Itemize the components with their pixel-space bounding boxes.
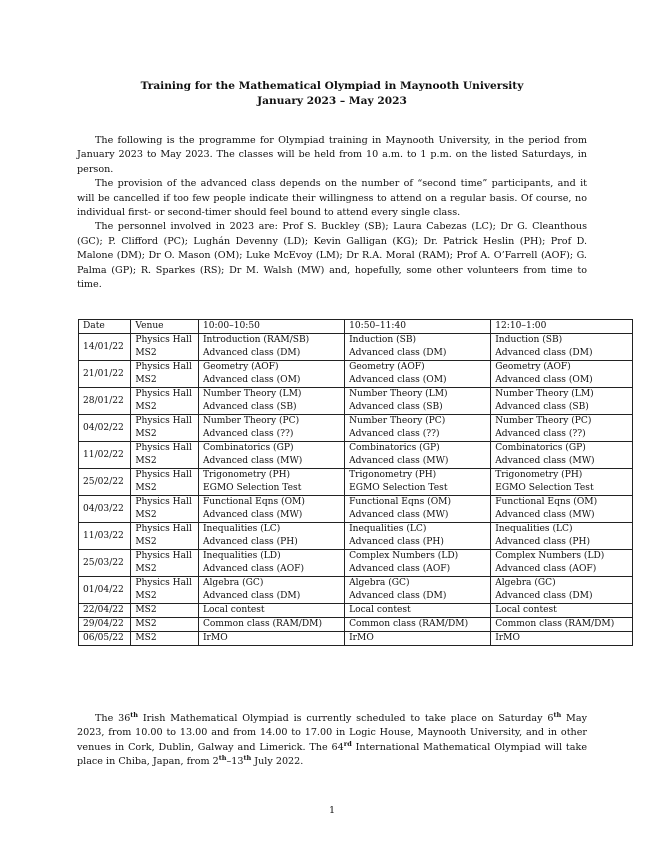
venue-cell: Physics Hall: [131, 415, 199, 429]
document-title: Training for the Mathematical Olympiad in Maynooth University: [140, 80, 524, 92]
session-cell: Advanced class (SB): [198, 401, 344, 415]
session-cell: Advanced class (DM): [491, 590, 633, 604]
venue-cell: MS2: [131, 509, 199, 523]
session-cell: Geometry (AOF): [345, 361, 491, 375]
session-cell: Advanced class (SB): [345, 401, 491, 415]
session-cell: Combinatorics (GP): [345, 442, 491, 456]
session-cell: Functional Eqns (OM): [491, 496, 633, 510]
date-cell: 29/04/22: [79, 618, 131, 632]
date-cell: 04/03/22: [79, 496, 131, 523]
session-cell: Advanced class (MW): [198, 455, 344, 469]
session-cell: Induction (SB): [345, 334, 491, 348]
header-slot-2: 10:50–11:40: [345, 320, 491, 334]
ordinal-suffix: th: [218, 754, 227, 763]
session-cell: Number Theory (LM): [345, 388, 491, 402]
session-cell: Advanced class (??): [491, 428, 633, 442]
date-cell: 25/03/22: [79, 550, 131, 577]
table-row: [79, 604, 633, 618]
session-cell: Advanced class (??): [198, 428, 344, 442]
table-row: [79, 536, 633, 550]
intro-paragraph: The following is the programme for Olympiad training in Maynooth University, in the period from January 2023 to May 2023. The classes will be held from 10 a.m. to 1 p.m. on the listed Saturdays, in person.: [77, 135, 587, 175]
session-cell: Local contest: [345, 604, 491, 618]
venue-cell: Physics Hall: [131, 361, 199, 375]
venue-cell: MS2: [131, 563, 199, 577]
session-cell: Combinatorics (GP): [491, 442, 633, 456]
session-cell: Algebra (GC): [198, 577, 344, 591]
table-row: [79, 563, 633, 577]
session-cell: Functional Eqns (OM): [345, 496, 491, 510]
ordinal-suffix: rd: [343, 739, 352, 748]
venue-cell: MS2: [131, 482, 199, 496]
session-cell: Complex Numbers (LD): [345, 550, 491, 564]
header-slot-3: 12:10–1:00: [491, 320, 633, 334]
date-cell: 22/04/22: [79, 604, 131, 618]
session-cell: Inequalities (LC): [491, 523, 633, 537]
closing-text: International Mathematical Olympiad will take place in Chiba, Japan, from 2: [77, 741, 587, 768]
intro-paragraph: The personnel involved in 2023 are: Prof S. Buckley (SB); Laura Cabezas (LC); Dr G. Cleanthous (GC); P. Clifford (PC); Lughán Devenny (LD); Kevin Galligan (KG); Dr. Patrick Heslin (PH); Prof D. Malone (DM); Dr O. Mason (OM); Luke McEvoy (LM); Dr R.A. Moral (RAM); Prof A. O’Farrell (AOF); G. Palma (GP); R. Sparkes (RS); Dr M. Walsh (MW) and, hopefully, some other volunteers from time to time.: [77, 221, 587, 291]
session-cell: Common class (RAM/DM): [198, 618, 344, 632]
date-cell: 14/01/22: [79, 334, 131, 361]
session-cell: Advanced class (MW): [491, 509, 633, 523]
date-cell: 25/02/22: [79, 469, 131, 496]
table-row: [79, 577, 633, 591]
session-cell: Geometry (AOF): [198, 361, 344, 375]
session-cell: Trigonometry (PH): [491, 469, 633, 483]
table-row: [79, 334, 633, 348]
venue-cell: Physics Hall: [131, 334, 199, 348]
session-cell: Number Theory (PC): [198, 415, 344, 429]
session-cell: Local contest: [198, 604, 344, 618]
table-row: [79, 401, 633, 415]
table-row: [79, 361, 633, 375]
page-number: 1: [328, 805, 336, 816]
venue-cell: MS2: [131, 590, 199, 604]
session-cell: Number Theory (PC): [345, 415, 491, 429]
session-cell: Advanced class (PH): [491, 536, 633, 550]
ordinal-suffix: th: [130, 710, 139, 719]
date-cell: 11/03/22: [79, 523, 131, 550]
venue-cell: MS2: [131, 632, 199, 646]
session-cell: Number Theory (PC): [491, 415, 633, 429]
session-cell: Advanced class (DM): [198, 590, 344, 604]
session-cell: Advanced class (MW): [345, 509, 491, 523]
session-cell: Algebra (GC): [491, 577, 633, 591]
session-cell: Advanced class (DM): [345, 347, 491, 361]
table-row: [79, 618, 633, 632]
table-row: [79, 347, 633, 361]
table-row: [79, 632, 633, 646]
session-cell: Advanced class (OM): [345, 374, 491, 388]
session-cell: Trigonometry (PH): [345, 469, 491, 483]
session-cell: Advanced class (AOF): [345, 563, 491, 577]
table-header-row: [79, 320, 633, 334]
session-cell: Inequalities (LC): [345, 523, 491, 537]
table-row: [79, 496, 633, 510]
closing-paragraph: [77, 712, 587, 770]
venue-cell: Physics Hall: [131, 442, 199, 456]
venue-cell: Physics Hall: [131, 496, 199, 510]
table-row: [79, 455, 633, 469]
session-cell: IrMO: [345, 632, 491, 646]
venue-cell: MS2: [131, 428, 199, 442]
venue-cell: MS2: [131, 401, 199, 415]
venue-cell: Physics Hall: [131, 523, 199, 537]
ordinal-suffix: th: [243, 754, 252, 763]
session-cell: Advanced class (MW): [198, 509, 344, 523]
session-cell: Number Theory (LM): [491, 388, 633, 402]
date-cell: 21/01/22: [79, 361, 131, 388]
session-cell: Trigonometry (PH): [198, 469, 344, 483]
ordinal-suffix: th: [553, 710, 562, 719]
date-cell: 06/05/22: [79, 632, 131, 646]
venue-cell: Physics Hall: [131, 550, 199, 564]
table-row: [79, 415, 633, 429]
header-venue: Venue: [131, 320, 199, 334]
session-cell: Number Theory (LM): [198, 388, 344, 402]
session-cell: Advanced class (OM): [198, 374, 344, 388]
date-cell: 04/02/22: [79, 415, 131, 442]
date-cell: 01/04/22: [79, 577, 131, 604]
session-cell: Advanced class (OM): [491, 374, 633, 388]
session-cell: Advanced class (DM): [491, 347, 633, 361]
closing-text: Irish Mathematical Olympiad is currently scheduled to take place on Saturday 6: [138, 713, 554, 724]
venue-cell: Physics Hall: [131, 388, 199, 402]
session-cell: Advanced class (AOF): [198, 563, 344, 577]
venue-cell: MS2: [131, 604, 199, 618]
session-cell: EGMO Selection Test: [491, 482, 633, 496]
table-row: [79, 590, 633, 604]
closing-text: The 36: [95, 713, 131, 724]
session-cell: Advanced class (SB): [491, 401, 633, 415]
session-cell: Advanced class (DM): [345, 590, 491, 604]
venue-cell: MS2: [131, 536, 199, 550]
table-row: [79, 523, 633, 537]
closing-text: –13: [226, 756, 244, 768]
document-subtitle: January 2023 – May 2023: [257, 95, 407, 107]
session-cell: Introduction (RAM/SB): [198, 334, 344, 348]
table-row: [79, 374, 633, 388]
session-cell: Inequalities (LD): [198, 550, 344, 564]
session-cell: Local contest: [491, 604, 633, 618]
session-cell: EGMO Selection Test: [345, 482, 491, 496]
date-cell: 11/02/22: [79, 442, 131, 469]
session-cell: Complex Numbers (LD): [491, 550, 633, 564]
session-cell: Advanced class (MW): [491, 455, 633, 469]
venue-cell: MS2: [131, 347, 199, 361]
header-date: Date: [79, 320, 131, 334]
session-cell: IrMO: [198, 632, 344, 646]
closing-text: July 2022.: [251, 756, 304, 768]
venue-cell: Physics Hall: [131, 469, 199, 483]
session-cell: Common class (RAM/DM): [345, 618, 491, 632]
table-row: [79, 509, 633, 523]
session-cell: Advanced class (MW): [345, 455, 491, 469]
session-cell: Common class (RAM/DM): [491, 618, 633, 632]
session-cell: Induction (SB): [491, 334, 633, 348]
intro-paragraph: The provision of the advanced class depends on the number of “second time” participants, and it will be cancelled if too few people indicate their willingness to attend on a regular basis. Of course, no individual first- or second-timer should feel bound to attend every single class.: [77, 178, 587, 219]
table-row: [79, 482, 633, 496]
closing-text: May 2023, from 10.00 to 13.00 and from 14.00 to 17.00 in Logic House, Maynooth University, and in other venues in Cork, Dublin, Galway and Limerick. The 64: [77, 713, 587, 753]
venue-cell: MS2: [131, 618, 199, 632]
table-row: [79, 388, 633, 402]
session-cell: IrMO: [491, 632, 633, 646]
schedule-table: [78, 319, 633, 646]
schedule-body: [79, 334, 633, 646]
table-row: [79, 428, 633, 442]
session-cell: Algebra (GC): [345, 577, 491, 591]
session-cell: Advanced class (DM): [198, 347, 344, 361]
venue-cell: MS2: [131, 374, 199, 388]
session-cell: Advanced class (??): [345, 428, 491, 442]
header-slot-1: 10:00–10:50: [198, 320, 344, 334]
session-cell: Geometry (AOF): [491, 361, 633, 375]
venue-cell: Physics Hall: [131, 577, 199, 591]
table-row: [79, 469, 633, 483]
session-cell: Functional Eqns (OM): [198, 496, 344, 510]
intro-section: [77, 134, 587, 292]
session-cell: Inequalities (LC): [198, 523, 344, 537]
session-cell: Advanced class (PH): [345, 536, 491, 550]
table-row: [79, 442, 633, 456]
session-cell: EGMO Selection Test: [198, 482, 344, 496]
table-row: [79, 550, 633, 564]
date-cell: 28/01/22: [79, 388, 131, 415]
session-cell: Advanced class (PH): [198, 536, 344, 550]
session-cell: Combinatorics (GP): [198, 442, 344, 456]
venue-cell: MS2: [131, 455, 199, 469]
session-cell: Advanced class (AOF): [491, 563, 633, 577]
